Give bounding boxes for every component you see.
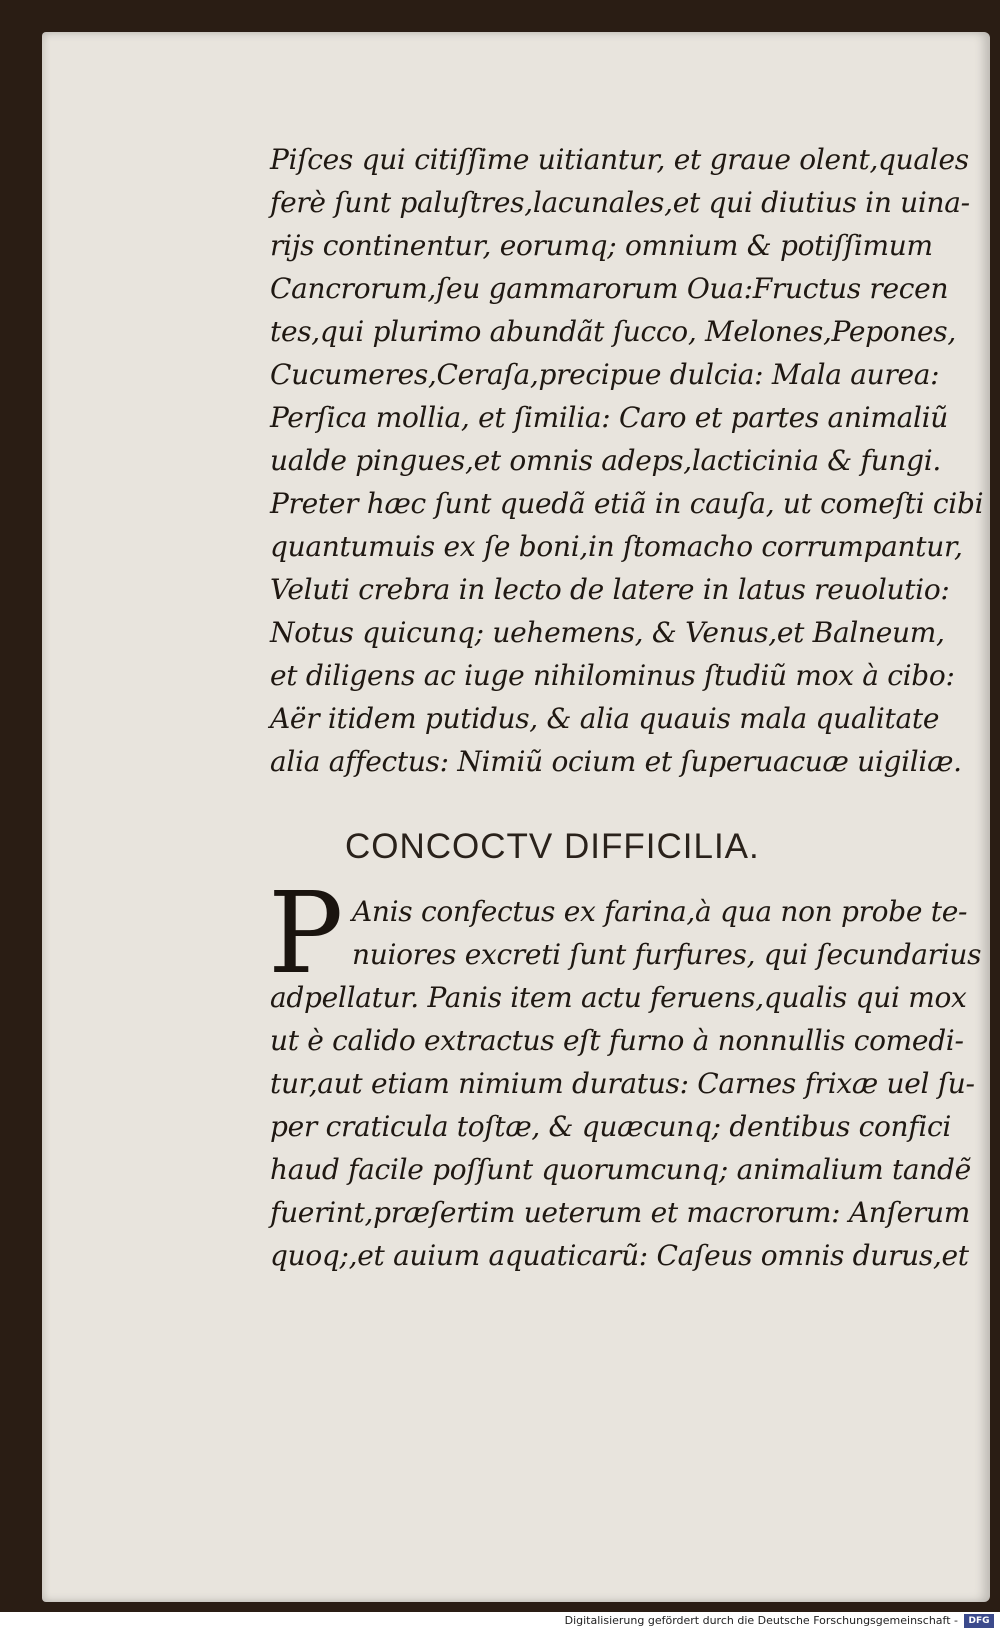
text-line: quantumuis ex ſe boni,in ſtomacho corrumpantur, [270,530,963,563]
digitization-footer [0,1612,1000,1632]
text-line: haud facile poſſunt quorumcunq; animalium tandẽ [270,1153,971,1186]
paragraph-1 [270,138,984,783]
text-line: rijs continentur, eorumq; omnium & potiſſimum [270,229,933,262]
text-line: Preter hæc ſunt quedã etiã in cauſa, ut comeſti cibi [270,487,984,520]
text-line: Cancrorum,ſeu gammarorum Oua:Fructus recen [270,272,949,305]
dfg-logo: DFG [964,1614,994,1628]
paragraph-2 [268,869,982,1277]
text-line: Aër itidem putidus, & alia quauis mala qualitate [270,702,940,735]
text-line: ferè ſunt paluſtres,lacunales,et qui diutius in uina- [270,186,970,219]
text-line: Piſces qui citiſſime uitiantur, et graue olent,quales [270,143,969,176]
text-line: Veluti crebra in lecto de latere in latus reuolutio: [270,573,950,606]
drop-cap: P [268,869,344,999]
text-line: Notus quicunq; uehemens, & Venus,et Balneum, [270,616,945,649]
text-line: Anis confectus ex farina,à qua non probe te- [352,895,968,928]
text-line: Cucumeres,Ceraſa,precipue dulcia: Mala aurea: [270,358,940,391]
footer-credit: Digitalisierung gefördert durch die Deutsche Forschungsgemeinschaft - [564,1614,958,1627]
text-line: adpellatur. Panis item actu feruens,qualis qui mox [270,981,967,1014]
section-heading: CONCOCTV DIFFICILIA. [345,827,760,866]
text-line: et diligens ac iuge nihilominus ſtudiũ mox à cibo: [270,659,955,692]
text-line: per craticula toſtæ, & quæcunq; dentibus confici [270,1110,952,1143]
text-line: Perſica mollia, et ſimilia: Caro et partes animaliũ [270,401,949,434]
text-line: ualde pingues,et omnis adeps,lacticinia & fungi. [270,444,941,477]
text-line: fuerint,præſertim ueterum et macrorum: Anſerum [270,1196,970,1229]
text-line: tes,qui plurimo abundãt ſucco, Melones,Pepones, [270,315,956,348]
text-line: quoq;,et auium aquaticarũ: Caſeus omnis durus,et [270,1239,969,1272]
text-line: tur,aut etiam nimium duratus: Carnes frixæ uel ſu- [270,1067,975,1100]
text-line: alia affectus: Nimiũ ocium et ſuperuacuæ uigiliæ. [270,745,962,778]
text-line: nuiores excreti ſunt furfures, qui ſecundarius [352,938,982,971]
text-line: ut è calido extractus eſt furno à nonnullis comedi- [270,1024,964,1057]
